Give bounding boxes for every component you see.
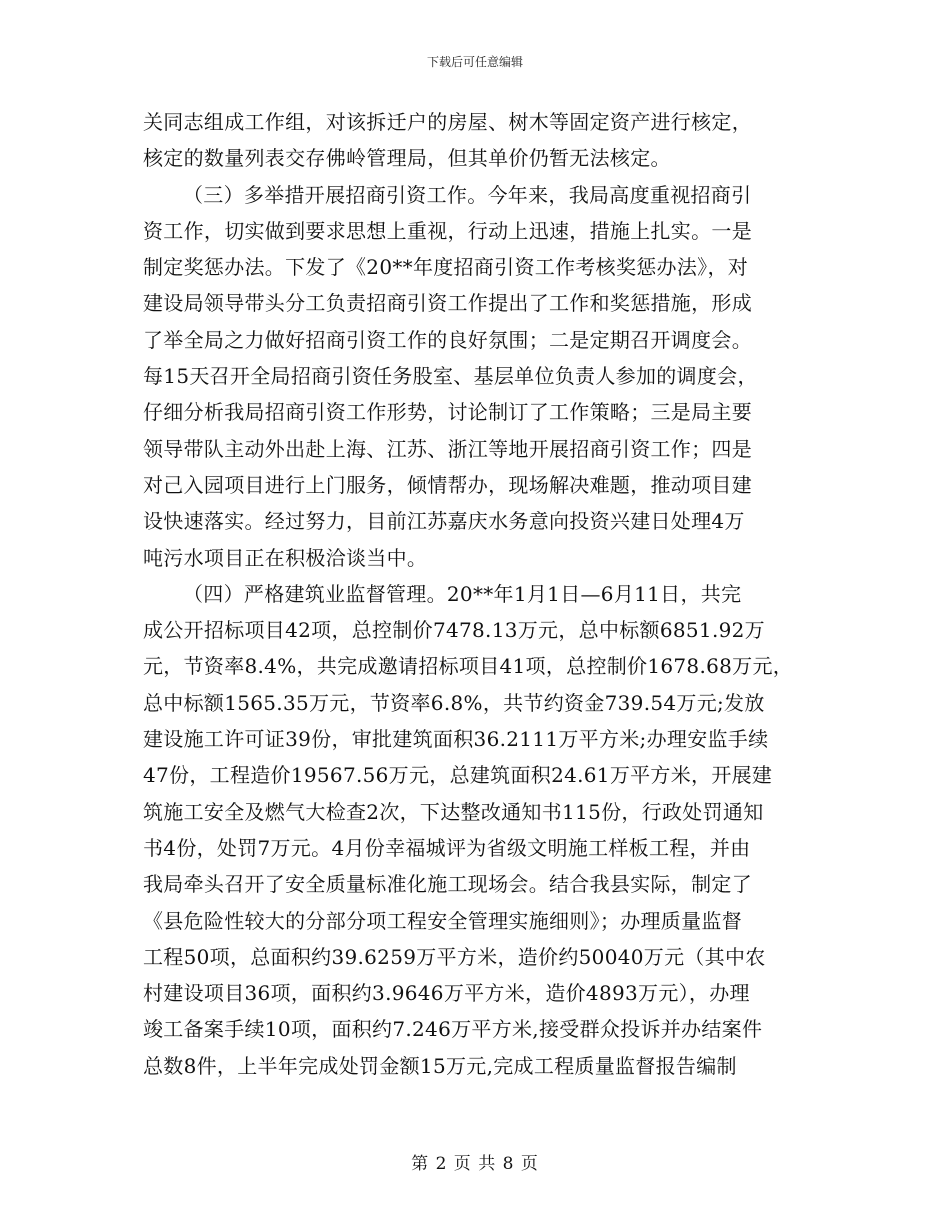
text-line: 对己入园项目进行上门服务，倾情帮办，现场解决难题，推动项目建	[143, 472, 752, 497]
text-line: 筑施工安全及燃气大检查2次，下达整改通知书115份，行政处罚通知	[143, 799, 764, 824]
document-body	[143, 104, 813, 1084]
text-line: 制定奖惩办法。下发了《20**年度招商引资工作考核奖惩办法》，对	[143, 255, 749, 280]
page-header: 下载后可任意编辑	[426, 55, 523, 69]
text-line: 领导带队主动外出赴上海、江苏、浙江等地开展招商引资工作；四是	[143, 436, 752, 461]
text-line: 建设施工许可证39份，审批建筑面积36.2111万平方米;办理安监手续	[143, 727, 769, 752]
section-heading-line: （三）多举措开展招商引资工作。今年来，我局高度重视招商引	[183, 182, 752, 207]
text-line: 每15天召开全局招商引资任务股室、基层单位负责人参加的调度会，	[143, 364, 758, 389]
page-number-footer: 第 2 页 共 8 页	[411, 1154, 539, 1174]
text-line: 竣工备案手续10项，面积约7.246万平方米,接受群众投诉并办结案件	[143, 1017, 763, 1042]
text-line: 仔细分析我局招商引资工作形势，讨论制订了工作策略；三是局主要	[143, 400, 752, 425]
text-line: 总中标额1565.35万元，节资率6.8%，共节约资金739.54万元;发放	[143, 690, 765, 715]
text-line: 吨污水项目正在积极洽谈当中。	[143, 545, 428, 570]
text-line: 总数8件，上半年完成处罚金额15万元,完成工程质量监督报告编制	[143, 1053, 737, 1078]
text-line: 关同志组成工作组，对该拆迁户的房屋、树木等固定资产进行核定，	[143, 110, 752, 134]
text-line: 元，节资率8.4%，共完成邀请招标项目41项，总控制价1678.68万元，	[143, 654, 794, 679]
text-line: 设快速落实。经过努力，目前江苏嘉庆水务意向投资兴建日处理4万	[143, 509, 745, 534]
text-line: 资工作，切实做到要求思想上重视，行动上迅速，措施上扎实。一是	[143, 218, 752, 243]
text-line: 建设局领导带头分工负责招商引资工作提出了工作和奖惩措施，形成	[143, 291, 752, 316]
text-line: 村建设项目36项，面积约3.9646万平方米，造价4893万元），办理	[143, 981, 750, 1006]
text-line: 《县危险性较大的分部分项工程安全管理实施细则》；办理质量监督	[143, 908, 742, 933]
section-heading-line: （四）严格建筑业监督管理。20**年1月1日—6月11日，共完	[183, 581, 742, 606]
text-line: 了举全局之力做好招商引资工作的良好氛围；二是定期召开调度会。	[143, 327, 752, 352]
text-line: 我局牵头召开了安全质量标准化施工现场会。结合我县实际，制定了	[143, 872, 752, 897]
text-line: 核定的数量列表交存佛岭管理局，但其单价仍暂无法核定。	[143, 146, 671, 171]
text-line: 47份，工程造价19567.56万元，总建筑面积24.61万平方米，开展建	[143, 763, 773, 788]
text-line: 书4份，处罚7万元。4月份幸福城评为省级文明施工样板工程，并由	[143, 835, 751, 860]
text-line: 工程50项，总面积约39.6259万平方米，造价约50040万元（其中农	[143, 944, 766, 969]
text-line: 成公开招标项目42项，总控制价7478.13万元，总中标额6851.92万	[143, 618, 765, 643]
